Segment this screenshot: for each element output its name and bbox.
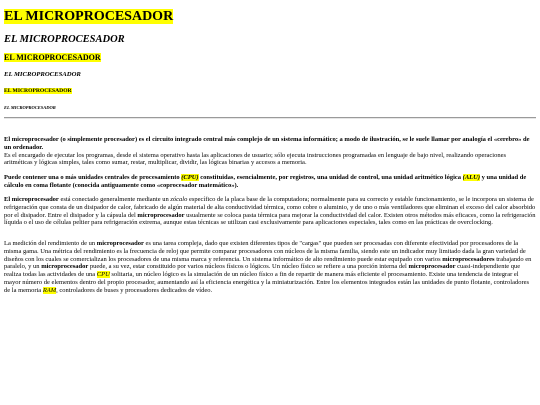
horizontal-rule xyxy=(4,117,536,119)
socket-italic: zócalo xyxy=(170,196,188,203)
intro-bold-text: El microprocesador (o simplemente procesador) es el circuito integrado central más complejo de un sistema informático; a modo de ilustración, se le suele llamar por analogía el «cerebro» de un ordenador. xyxy=(4,136,530,151)
intro-text: Es el encargado de ejecutar los programas, desde el sistema operativo hasta las aplicaciones de usuario; sólo ejecuta instrucciones programadas en lenguaje de bajo nivel, realizando operaciones aritméticas y lógicas simples, tales como sumar, restar, multiplicar, dividir, las lógicas binarias y accesos a memoria. xyxy=(4,151,506,167)
perf-bold-1: microprocesador xyxy=(96,240,144,247)
cooling-text-3: usualmente se coloca pasta térmica para mejorar la conductividad del calor. Existen otros métodos más eficaces, como la refrigeración líquida o el uso de células peltier para refrigeración extrema, aunque estas técnicas se utilizan casi exclusivamente para aplicaciones especiales, tales como en las prácticas de overclocking. xyxy=(4,211,536,227)
cpu-inline-highlight: CPU xyxy=(96,271,110,279)
paragraph-cooling xyxy=(4,196,536,227)
cooling-text-1: está conectado generalmente mediante un xyxy=(60,196,169,203)
perf-text-2: es una tarea compleja, dado que existen diferentes tipos de "cargas" que pueden ser procesadas con diferente efectividad por procesadores de la misma gama. Una métrica del rendimiento es la frecuencia de reloj que permite comparar procesadores con núcleos de la misma familia, siendo este un indicador muy limitado dada la gran variedad de diseños con los cuales se comercializan los procesadores de una misma marca y referencia. Un sistema informático de alto rendimiento puede estar equipado con varios xyxy=(4,240,526,263)
perf-text-3: trabajando en paralelo, y un xyxy=(4,255,532,271)
perf-bold-3: microprocesador xyxy=(41,263,89,271)
heading-1-text: EL MICROPROCESADOR xyxy=(4,9,174,24)
cooling-text-2: específico de la placa base de la computadora; normalmente para su correcto y estable funcionamiento, se le incorpora un sistema de refrigeración que consta de un disipador de calor, fabricado de algún material de alta conductividad térmica, como cobre o aluminio, y de uno o más ventiladores que eliminan el exceso del calor absorbido por el disipador. Entre el disipador y la cápsula del xyxy=(4,196,536,219)
perf-text-5: cuasi-independiente que realiza todas las actividades de una xyxy=(4,263,521,279)
units-bold-2: constituidas, esencialmente, por registros, una unidad de control, una unidad aritmético lógica xyxy=(200,174,462,181)
heading-level-3 xyxy=(4,53,101,63)
cooling-bold-1: El microprocesador xyxy=(4,196,59,203)
alu-highlight: (ALU) xyxy=(462,174,480,181)
units-bold-3: y una unidad de cálculo en coma flotante (conocida antiguamente como «coprocesador matemático»). xyxy=(4,174,527,189)
perf-text-7: , controladores de buses y procesadores dedicados de vídeo. xyxy=(56,286,213,294)
heading-level-5 xyxy=(4,88,72,95)
paragraph-performance xyxy=(4,240,536,295)
units-bold-1: Puede contener una o más unidades centrales de procesamiento xyxy=(4,174,180,181)
perf-text-6: solitaria, un núcleo lógico es la simulación de un núcleo físico a fin de repartir de manera más eficiente el procesamiento. Existe una tendencia de integrar el mayor número de elementos dentro del propio procesador, aumentando así la eficiencia energética y la miniaturización. Entre los elementos integrados están las unidades de punto flotante, controladores de la memoria xyxy=(4,271,530,294)
perf-bold-2: microprocesadores xyxy=(442,255,495,263)
heading-5-text: EL MICROPROCESADOR xyxy=(4,88,72,94)
perf-text-1: La medición del rendimiento de un xyxy=(4,240,96,247)
cpu-highlight: (CPU) xyxy=(181,174,199,181)
paragraph-intro xyxy=(4,136,536,167)
cooling-bold-2: microprocesador xyxy=(137,211,185,219)
ram-highlight: RAM xyxy=(42,286,57,294)
perf-text-4: puede, a su vez, estar constituido por varios núcleos físicos o lógicos. Un núcleo físico se refiere a una porción interna del xyxy=(89,263,407,271)
heading-level-6: EL MICROPROCESADOR xyxy=(4,105,56,110)
heading-level-1 xyxy=(4,9,173,25)
heading-level-2: EL MICROPROCESADOR xyxy=(4,34,125,45)
paragraph-units xyxy=(4,174,536,190)
heading-level-4: EL MICROPROCESADOR xyxy=(4,71,81,78)
perf-bold-4: microprocesador xyxy=(408,263,456,271)
heading-3-text: EL MICROPROCESADOR xyxy=(4,53,101,62)
